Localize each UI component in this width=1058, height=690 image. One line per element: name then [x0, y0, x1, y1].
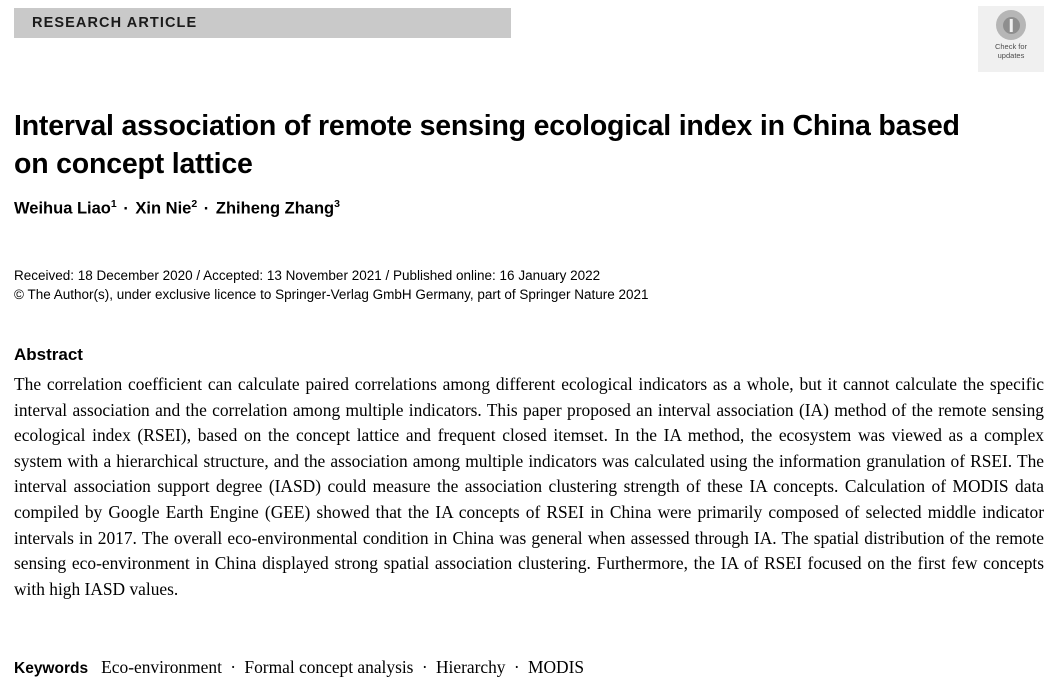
article-type-banner	[14, 8, 511, 38]
author-separator: ·	[203, 199, 210, 218]
keyword-item[interactable]: Formal concept analysis	[244, 657, 414, 677]
author-name[interactable]: Weihua Liao	[14, 199, 111, 218]
author-name[interactable]: Xin Nie	[135, 199, 192, 218]
keyword-separator: ·	[513, 657, 520, 677]
crossmark-caption-line2: updates	[997, 51, 1025, 60]
copyright-line: © The Author(s), under exclusive licence to Springer-Verlag GmbH Germany, part of Springer Nature 2021	[14, 287, 649, 302]
author-separator: ·	[123, 199, 129, 218]
keywords-section	[14, 655, 1044, 681]
crossmark-badge[interactable]	[978, 6, 1044, 72]
keyword-item[interactable]: Eco-environment	[101, 657, 222, 677]
crossmark-caption	[995, 42, 1027, 60]
page-title: Interval association of remote sensing ecological index in China based on concept lattice	[14, 110, 960, 181]
keywords-label: Keywords	[14, 660, 89, 677]
crossmark-caption-line1: Check for	[994, 42, 1028, 51]
abstract-heading: Abstract	[14, 345, 83, 364]
abstract-text: The correlation coefficient can calculate paired correlations among different ecological indicators as a whole, but it cannot calculate the specific interval association and the correlation among multiple indicators. This paper proposed an interval association (IA) method of the remote sensing ecological index (RSEI), based on the concept lattice and frequent closed itemset. In the IA method, the ecosystem was viewed as a complex system with a hierarchical structure, and the association among multiple indicators was calculated using the information granulation of RSEI. The interval association support degree (IASD) could measure the association clustering strength of these IA concepts. Calculation of MODIS data compiled by Google Earth Engine (GEE) showed that the IA concepts of RSEI in China were primarily composed of selected middle indicator intervals in 2017. The overall eco-environmental condition in China was general when assessed through IA. The spatial distribution of the remote sensing eco-environment in China displayed strong spatial association clustering. Furthermore, the IA of RSEI focused on the first few concepts with high IASD values.	[14, 374, 1044, 599]
author-name[interactable]: Zhiheng Zhang	[215, 199, 335, 218]
publication-history	[14, 266, 964, 304]
keyword-separator: ·	[421, 657, 428, 677]
publication-dates: Received: 18 December 2020 / Accepted: 13 November 2021 / Published online: 16 January 2022	[14, 268, 601, 283]
keyword-item[interactable]: Hierarchy	[435, 657, 506, 677]
keyword-separator: ·	[230, 657, 237, 677]
author-affiliation-marker: 1	[110, 198, 117, 210]
author-affiliation-marker: 2	[191, 198, 198, 210]
keyword-item[interactable]: MODIS	[528, 657, 585, 677]
crossmark-updates-icon	[996, 10, 1026, 40]
author-list	[14, 198, 964, 219]
article-type-label: RESEARCH ARTICLE	[32, 15, 198, 31]
author-affiliation-marker: 3	[334, 198, 340, 210]
